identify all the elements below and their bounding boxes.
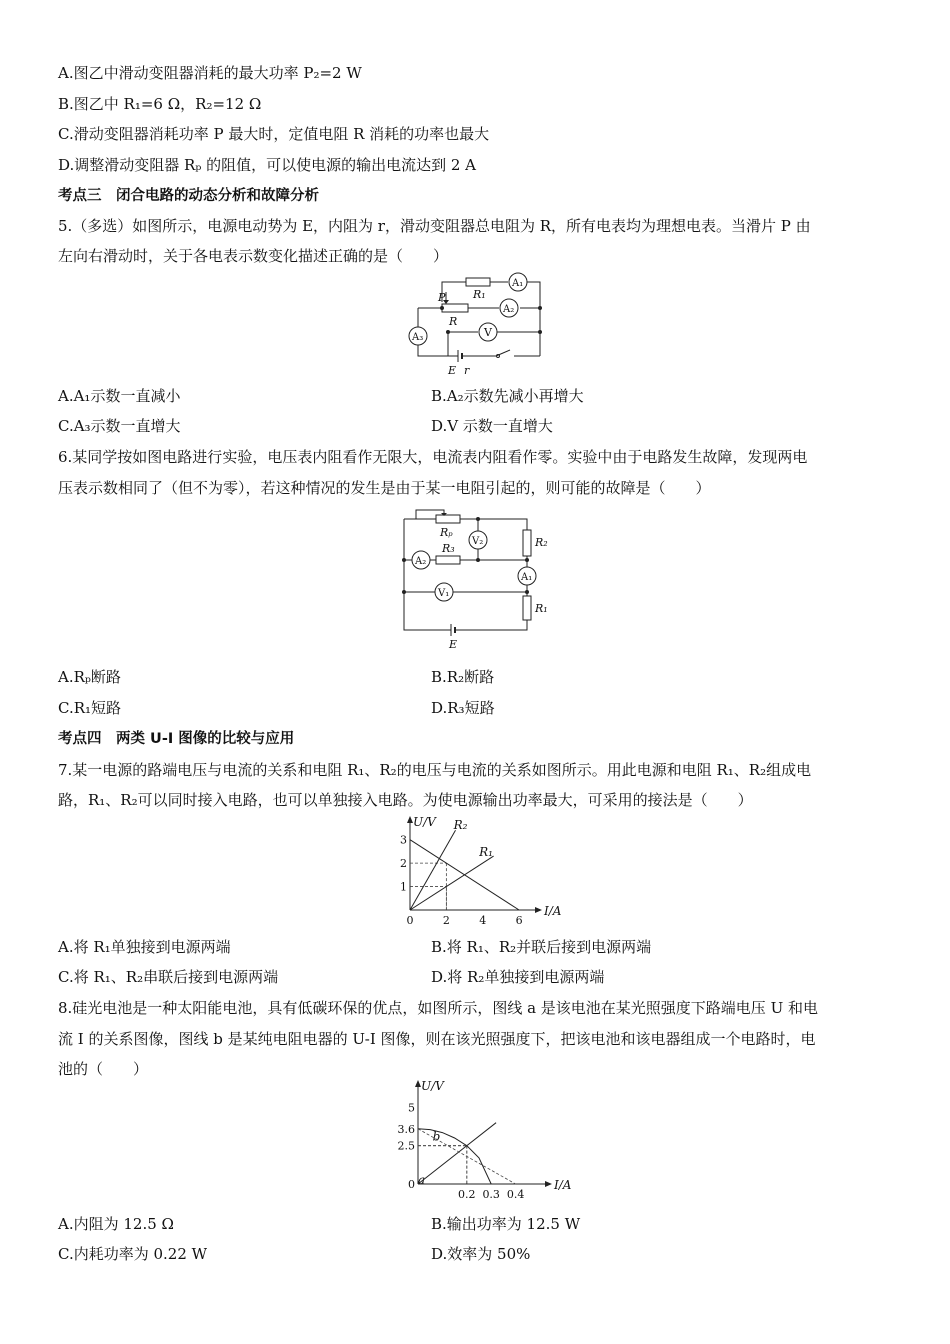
q6-label-v2: V₂ xyxy=(472,536,484,547)
q4-option-a: A.图乙中滑动变阻器消耗的最大功率 P₂=2 W xyxy=(58,64,362,82)
q4-option-d: D.调整滑动变阻器 Rₚ 的阻值，可以使电源的输出电流达到 2 A xyxy=(58,156,477,174)
q6-label-a1: A₁ xyxy=(521,572,533,583)
q5-label-r: R xyxy=(449,315,458,328)
x-tick-label: 0.2 xyxy=(458,1188,476,1201)
section4-heading: 考点四 两类 U-I 图像的比较与应用 xyxy=(58,731,295,747)
q7-ui-graph xyxy=(390,812,560,930)
y-axis-label: U/V xyxy=(421,1079,444,1093)
q5-label-a2: A₂ xyxy=(503,304,515,315)
q6-label-v1: V₁ xyxy=(438,588,450,599)
x-axis-arrow xyxy=(535,907,542,913)
x-axis-label: I/A xyxy=(554,1178,572,1192)
q8-option-c: C.内耗功率为 0.22 W xyxy=(58,1245,208,1263)
y-tick-label: 3.6 xyxy=(397,1122,415,1136)
q5-stem-line2: 左向右滑动时，关于各电表示数变化描述正确的是（ ） xyxy=(58,247,449,265)
q5-label-r1: R₁ xyxy=(473,288,486,301)
x-axis-arrow xyxy=(545,1181,552,1187)
x-tick-label: 2 xyxy=(442,914,450,927)
q7-option-b: B.将 R₁、R₂并联后接到电源两端 xyxy=(431,938,652,956)
q5-option-d: D.V 示数一直增大 xyxy=(431,417,553,435)
q6-option-a: A.Rₚ断路 xyxy=(58,668,121,686)
q8-stem-line2: 流 I 的关系图像，图线 b 是某纯电阻电器的 U-I 图像，则在该光照强度下，把该电池和该电器组成一个电路时，电 xyxy=(58,1030,816,1048)
q7-option-c: C.将 R₁、R₂串联后接到电源两端 xyxy=(58,968,279,986)
series-label: b xyxy=(432,1129,441,1144)
q6-circuit-diagram xyxy=(396,502,558,652)
q6-label-r2: R₂ xyxy=(535,536,548,549)
section3-heading: 考点三 闭合电路的动态分析和故障分析 xyxy=(58,188,319,204)
q6-label-rp: Rₚ xyxy=(440,526,453,539)
q8-option-b: B.输出功率为 12.5 W xyxy=(431,1215,581,1233)
series-line xyxy=(410,830,456,910)
q8-option-d: D.效率为 50% xyxy=(431,1245,531,1263)
y-tick-label: 5 xyxy=(408,1101,415,1115)
q8-stem-line1: 8.硅光电池是一种太阳能电池，具有低碳环保的优点，如图所示，图线 a 是该电池在某光照强度下路端电压 U 和电 xyxy=(58,999,818,1017)
q5-label-v: V xyxy=(484,326,492,339)
q6-option-b: B.R₂断路 xyxy=(431,668,495,686)
q8-ui-graph xyxy=(380,1079,572,1206)
series-label: a xyxy=(418,1173,426,1187)
q4-option-c: C.滑动变阻器消耗功率 P 最大时，定值电阻 R 消耗的功率也最大 xyxy=(58,125,490,143)
q5-stem-line1: 5.（多选）如图所示，电源电动势为 E，内阻为 r，滑动变阻器总电阻为 R，所有电表均为理想电表。当滑片 P 由 xyxy=(58,217,811,235)
x-tick-label: 0 xyxy=(406,914,414,927)
q5-option-a: A.A₁示数一直减小 xyxy=(58,387,181,405)
y-tick-label: 1 xyxy=(400,880,407,894)
q6-option-d: D.R₃短路 xyxy=(431,699,495,717)
series-label: R₂ xyxy=(453,818,468,833)
series-line xyxy=(410,856,494,910)
q8-stem-line3: 池的（ ） xyxy=(58,1060,149,1078)
y-tick-label: 3 xyxy=(400,833,407,847)
y-axis-label: U/V xyxy=(413,815,436,829)
q4-option-b: B.图乙中 R₁=6 Ω，R₂=12 Ω xyxy=(58,95,262,113)
q5-option-c: C.A₃示数一直增大 xyxy=(58,417,181,435)
y-tick-label: 2.5 xyxy=(397,1139,415,1153)
q7-option-d: D.将 R₂单独接到电源两端 xyxy=(431,968,605,986)
x-tick-label: 0.3 xyxy=(482,1188,500,1201)
q5-label-r-internal: r xyxy=(464,364,470,377)
q6-label-a2: A₂ xyxy=(415,556,427,567)
x-axis-label: I/A xyxy=(544,904,562,918)
x-tick-label: 4 xyxy=(479,914,487,927)
y-tick-label: 0 xyxy=(408,1178,415,1191)
y-tick-label: 2 xyxy=(400,857,407,871)
series-line xyxy=(418,1123,496,1184)
q5-option-b: B.A₂示数先减小再增大 xyxy=(431,387,584,405)
q6-label-r1: R₁ xyxy=(535,602,548,615)
q8-option-a: A.内阻为 12.5 Ω xyxy=(58,1215,174,1233)
q5-label-p: P xyxy=(438,291,446,304)
q5-label-e: E xyxy=(448,364,457,377)
q6-option-c: C.R₁短路 xyxy=(58,699,122,717)
q6-label-e: E xyxy=(449,638,458,651)
q5-label-a3: A₃ xyxy=(412,332,424,343)
q7-option-a: A.将 R₁单独接到电源两端 xyxy=(58,938,231,956)
x-tick-label: 0.4 xyxy=(506,1188,525,1201)
q7-stem-line2: 路，R₁、R₂可以同时接入电路，也可以单独接入电路。为使电源输出功率最大，可采用的接法是（ ） xyxy=(58,791,753,809)
q5-circuit-diagram xyxy=(400,270,560,380)
q7-stem-line1: 7.某一电源的路端电压与电流的关系和电阻 R₁、R₂的电压与电流的关系如图所示。用此电源和电阻 R₁、R₂组成电 xyxy=(58,761,812,779)
q6-label-r3: R₃ xyxy=(442,542,455,555)
q5-label-a1: A₁ xyxy=(512,278,524,289)
q6-stem-line1: 6.某同学按如图电路进行实验，电压表内阻看作无限大，电流表内阻看作零。实验中由于电路发生故障，发现两电 xyxy=(58,448,808,466)
series-label: R₁ xyxy=(479,845,493,860)
q6-stem-line2: 压表示数相同了（但不为零），若这种情况的发生是由于某一电阻引起的，则可能的故障是（ ） xyxy=(58,479,711,497)
x-tick-label: 6 xyxy=(515,914,523,927)
